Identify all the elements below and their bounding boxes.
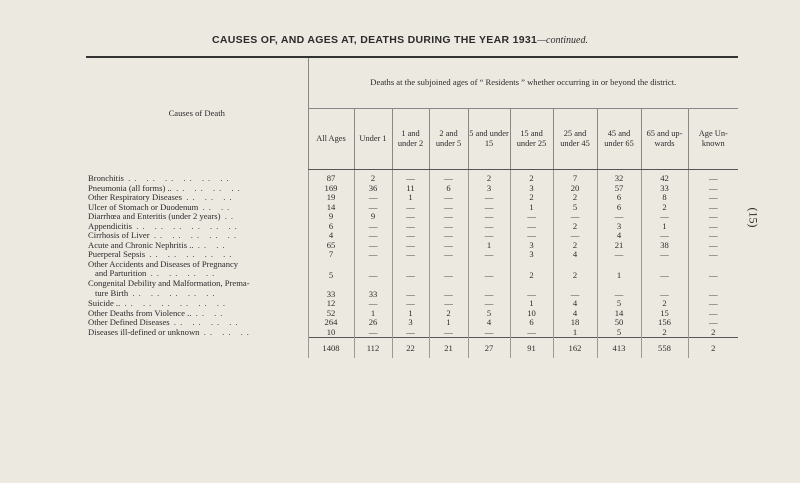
value-cell: 4: [597, 231, 641, 241]
value-cell: 33: [354, 279, 392, 299]
value-cell: 36: [354, 184, 392, 194]
leader-dots: .. .. .. .. ..: [153, 231, 240, 241]
age-header: 15 and under 25: [510, 109, 553, 170]
value-cell: 18: [553, 318, 597, 328]
value-cell: 5: [308, 260, 354, 280]
leader-dots: .. ..: [195, 308, 227, 318]
value-cell: —: [354, 260, 392, 280]
cause-label: Other Defined Diseases: [88, 318, 170, 328]
cause-label: Congenital Debility and Malformation, Prema-: [88, 279, 250, 289]
total-cell: 22: [392, 338, 429, 359]
total-cell: 1408: [308, 338, 354, 359]
cause-label: Other Deaths from Violence ..: [88, 308, 192, 318]
cause-label: Other Accidents and Diseases of Pregnancy: [88, 259, 239, 269]
value-cell: 169: [308, 184, 354, 194]
value-cell: —: [429, 241, 468, 251]
value-cell: —: [468, 260, 510, 280]
value-cell: —: [510, 279, 553, 299]
table-row: [86, 170, 738, 184]
value-cell: 5: [468, 309, 510, 319]
leader-dots: .. .. .. ..: [176, 183, 244, 193]
value-cell: 6: [308, 222, 354, 232]
value-cell: 1: [597, 260, 641, 280]
value-cell: —: [688, 299, 738, 309]
value-cell: —: [429, 328, 468, 338]
value-cell: 4: [553, 309, 597, 319]
value-cell: 6: [597, 203, 641, 213]
value-cell: —: [392, 250, 429, 260]
value-cell: 2: [641, 299, 688, 309]
cause-label: Suicide ..: [88, 299, 121, 309]
age-group-header: Deaths at the subjoined ages of “ Residents ” whether occurring in or beyond the district.: [308, 57, 738, 109]
table-body: [86, 170, 738, 338]
leader-dots: .. .. ..: [203, 327, 253, 338]
value-cell: —: [429, 212, 468, 222]
value-cell: 4: [553, 250, 597, 260]
value-cell: —: [688, 318, 738, 328]
value-cell: —: [354, 250, 392, 260]
value-cell: 20: [553, 184, 597, 194]
leader-dots: .. .. .. .. .. ..: [136, 221, 241, 231]
value-cell: 2: [468, 170, 510, 184]
table-row: [86, 250, 738, 260]
value-cell: 65: [308, 241, 354, 251]
value-cell: —: [392, 212, 429, 222]
age-header: 25 and under 45: [553, 109, 597, 170]
cause-cell: [86, 309, 308, 319]
value-cell: —: [468, 250, 510, 260]
value-cell: —: [641, 212, 688, 222]
value-cell: 6: [510, 318, 553, 328]
total-cell: 27: [468, 338, 510, 359]
value-cell: —: [597, 212, 641, 222]
leader-dots: .. .. .. ..: [173, 318, 242, 328]
value-cell: —: [688, 241, 738, 251]
value-cell: —: [510, 212, 553, 222]
page-title: [0, 34, 800, 46]
value-cell: —: [429, 170, 468, 184]
value-cell: 2: [354, 170, 392, 184]
value-cell: —: [688, 250, 738, 260]
value-cell: 3: [468, 184, 510, 194]
total-cell: 91: [510, 338, 553, 359]
value-cell: 1: [510, 203, 553, 213]
value-cell: —: [429, 260, 468, 280]
cause-label-continued: and Parturition: [95, 268, 147, 279]
value-cell: —: [597, 279, 641, 299]
value-cell: —: [688, 193, 738, 203]
value-cell: 1: [354, 309, 392, 319]
cause-label: Appendicitis: [88, 221, 132, 231]
cause-cell: [86, 212, 308, 222]
value-cell: —: [688, 279, 738, 299]
value-cell: 1: [510, 299, 553, 309]
cause-label: Other Respiratory Diseases: [88, 193, 183, 203]
value-cell: 33: [308, 279, 354, 299]
leader-dots: .. .. .. .. .. ..: [128, 173, 233, 184]
value-cell: 2: [510, 260, 553, 280]
totals-row: [86, 338, 738, 359]
value-cell: —: [510, 231, 553, 241]
cause-label: Diarrhœa and Enteritis (under 2 years): [88, 212, 221, 222]
value-cell: —: [468, 279, 510, 299]
value-cell: 156: [641, 318, 688, 328]
value-cell: 9: [308, 212, 354, 222]
value-cell: 7: [308, 250, 354, 260]
value-cell: —: [688, 222, 738, 232]
table-row: [86, 328, 738, 338]
value-cell: —: [468, 231, 510, 241]
value-cell: 1: [553, 328, 597, 338]
value-cell: 2: [641, 203, 688, 213]
value-cell: 87: [308, 170, 354, 184]
value-cell: 4: [468, 318, 510, 328]
age-header: 5 and under 15: [468, 109, 510, 170]
value-cell: —: [392, 170, 429, 184]
value-cell: 5: [553, 203, 597, 213]
value-cell: —: [468, 203, 510, 213]
value-cell: 4: [553, 299, 597, 309]
value-cell: —: [429, 231, 468, 241]
value-cell: —: [354, 299, 392, 309]
value-cell: —: [688, 309, 738, 319]
value-cell: 3: [392, 318, 429, 328]
cause-cell: [86, 203, 308, 213]
value-cell: 38: [641, 241, 688, 251]
page-number: (15): [746, 207, 761, 228]
value-cell: —: [641, 250, 688, 260]
value-cell: —: [468, 222, 510, 232]
leader-dots: .. .. ..: [186, 193, 236, 203]
value-cell: 1: [641, 222, 688, 232]
value-cell: —: [429, 222, 468, 232]
deaths-table: [86, 56, 738, 358]
value-cell: 14: [597, 309, 641, 319]
value-cell: 2: [688, 328, 738, 338]
total-cell: 413: [597, 338, 641, 359]
value-cell: 2: [553, 260, 597, 280]
table-row: [86, 260, 738, 280]
value-cell: —: [641, 231, 688, 241]
leader-dots: .. .. .. .. .. ..: [124, 299, 230, 309]
value-cell: 2: [553, 241, 597, 251]
value-cell: —: [468, 212, 510, 222]
value-cell: 52: [308, 309, 354, 319]
leader-dots: .. .. .. .. ..: [149, 250, 236, 260]
cause-cell: [86, 260, 308, 280]
value-cell: 1: [392, 309, 429, 319]
value-cell: —: [354, 193, 392, 203]
leader-dots: ..: [224, 212, 238, 222]
value-cell: —: [392, 299, 429, 309]
age-header: 2 and under 5: [429, 109, 468, 170]
value-cell: 33: [641, 184, 688, 194]
value-cell: 26: [354, 318, 392, 328]
age-header: All Ages: [308, 109, 354, 170]
leader-dots: .. .. .. ..: [150, 268, 219, 279]
cause-cell: [86, 170, 308, 184]
leader-dots: .. .. .. .. ..: [132, 288, 219, 299]
value-cell: —: [429, 250, 468, 260]
value-cell: —: [688, 260, 738, 280]
value-cell: —: [688, 231, 738, 241]
value-cell: 1: [392, 193, 429, 203]
cause-label: Acute and Chronic Nephritis ..: [88, 240, 194, 250]
value-cell: —: [429, 279, 468, 299]
value-cell: —: [688, 212, 738, 222]
cause-cell: [86, 241, 308, 251]
value-cell: 11: [392, 184, 429, 194]
table-row: [86, 279, 738, 299]
value-cell: 12: [308, 299, 354, 309]
value-cell: —: [468, 193, 510, 203]
cause-cell: [86, 250, 308, 260]
cause-cell: [86, 184, 308, 194]
value-cell: —: [688, 184, 738, 194]
age-header: 45 and under 65: [597, 109, 641, 170]
cause-cell: [86, 299, 308, 309]
value-cell: —: [429, 203, 468, 213]
value-cell: —: [392, 222, 429, 232]
value-cell: 2: [429, 309, 468, 319]
value-cell: 4: [308, 231, 354, 241]
value-cell: —: [510, 222, 553, 232]
value-cell: 264: [308, 318, 354, 328]
value-cell: 8: [641, 193, 688, 203]
page-title-text: CAUSES OF, AND AGES AT, DEATHS DURING THE YEAR 1931: [212, 34, 538, 46]
age-header: Age Un- known: [688, 109, 738, 170]
value-cell: —: [392, 279, 429, 299]
leader-dots: .. ..: [202, 202, 234, 212]
value-cell: 2: [553, 222, 597, 232]
value-cell: 50: [597, 318, 641, 328]
cause-cell: [86, 231, 308, 241]
value-cell: —: [354, 328, 392, 338]
value-cell: 3: [510, 250, 553, 260]
age-header: 65 and up- wards: [641, 109, 688, 170]
value-cell: —: [510, 328, 553, 338]
cause-cell: [86, 193, 308, 203]
age-header: Under 1: [354, 109, 392, 170]
value-cell: —: [641, 260, 688, 280]
value-cell: 5: [597, 328, 641, 338]
value-cell: 14: [308, 203, 354, 213]
cause-label: Puerperal Sepsis: [88, 250, 146, 260]
cause-cell: [86, 279, 308, 299]
value-cell: —: [553, 231, 597, 241]
value-cell: —: [392, 241, 429, 251]
age-header: 1 and under 2: [392, 109, 429, 170]
value-cell: 7: [553, 170, 597, 184]
cause-cell: [86, 318, 308, 328]
value-cell: 9: [354, 212, 392, 222]
cause-cell: [86, 222, 308, 232]
value-cell: —: [354, 231, 392, 241]
value-cell: 3: [510, 184, 553, 194]
leader-dots: .. ..: [197, 240, 229, 250]
value-cell: —: [553, 212, 597, 222]
value-cell: 2: [510, 193, 553, 203]
value-cell: —: [354, 222, 392, 232]
value-cell: —: [354, 203, 392, 213]
value-cell: 5: [597, 299, 641, 309]
value-cell: 3: [510, 241, 553, 251]
cause-label: Bronchitis: [88, 173, 124, 184]
value-cell: 2: [641, 328, 688, 338]
value-cell: 2: [510, 170, 553, 184]
value-cell: —: [392, 231, 429, 241]
value-cell: 3: [597, 222, 641, 232]
value-cell: —: [553, 279, 597, 299]
page-title-suffix: —continued.: [537, 35, 588, 46]
value-cell: —: [429, 299, 468, 309]
value-cell: —: [688, 203, 738, 213]
total-cell: 2: [688, 338, 738, 359]
value-cell: 6: [597, 193, 641, 203]
value-cell: —: [429, 193, 468, 203]
value-cell: 10: [308, 328, 354, 338]
header-row-top: [86, 57, 738, 109]
total-cell: 112: [354, 338, 392, 359]
causes-header: Causes of Death: [86, 57, 308, 170]
value-cell: 15: [641, 309, 688, 319]
value-cell: —: [392, 328, 429, 338]
value-cell: 1: [468, 241, 510, 251]
value-cell: 2: [553, 193, 597, 203]
value-cell: 42: [641, 170, 688, 184]
value-cell: 1: [429, 318, 468, 328]
value-cell: —: [392, 260, 429, 280]
total-cell: 162: [553, 338, 597, 359]
value-cell: 6: [429, 184, 468, 194]
total-cell: 21: [429, 338, 468, 359]
value-cell: —: [468, 299, 510, 309]
value-cell: 10: [510, 309, 553, 319]
value-cell: —: [468, 328, 510, 338]
totals-label-cell: [86, 338, 308, 359]
cause-label: Diseases ill-defined or unknown: [88, 327, 200, 338]
value-cell: 21: [597, 241, 641, 251]
cause-label: Cirrhosis of Liver: [88, 231, 150, 241]
cause-label-continued: ture Birth: [95, 288, 129, 299]
cause-label: Ulcer of Stomach or Duodenum: [88, 202, 199, 212]
cause-cell: [86, 328, 308, 338]
value-cell: —: [354, 241, 392, 251]
value-cell: 57: [597, 184, 641, 194]
value-cell: —: [597, 250, 641, 260]
cause-label: Pneumonia (all forms) ..: [88, 183, 172, 193]
value-cell: —: [392, 203, 429, 213]
value-cell: —: [641, 279, 688, 299]
value-cell: 19: [308, 193, 354, 203]
value-cell: 32: [597, 170, 641, 184]
total-cell: 558: [641, 338, 688, 359]
value-cell: —: [688, 170, 738, 184]
